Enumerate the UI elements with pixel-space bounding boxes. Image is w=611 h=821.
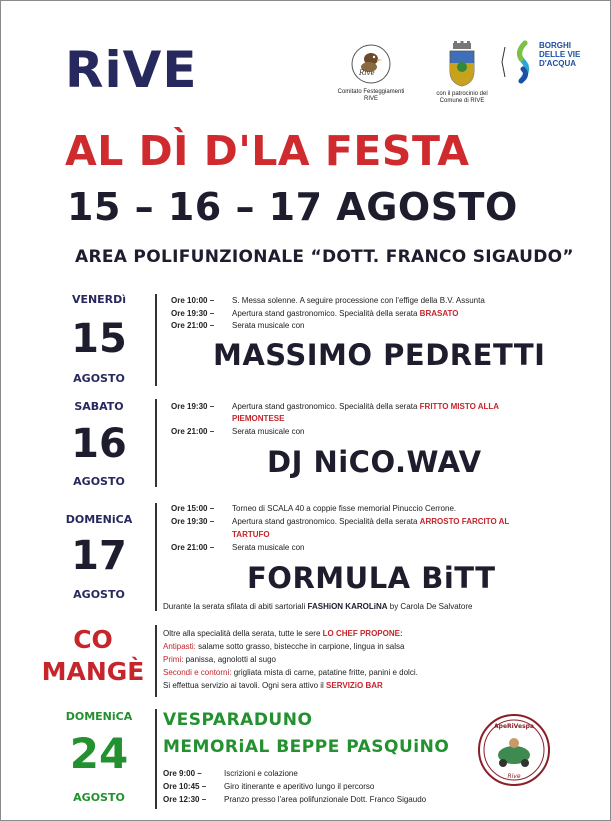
borghi-text-1: BORGHI bbox=[539, 41, 571, 50]
day1-line-2: Ore 19:30 – Apertura stand gastronomico. Specialità della serata BRASATO bbox=[171, 309, 459, 318]
comange-title-1: CO bbox=[73, 625, 113, 654]
day4-title-1: VESPARADUNO bbox=[163, 710, 313, 730]
day1-number: 15 bbox=[71, 316, 127, 362]
comange-secondi: Secondi e contorni: grigliata mista di carne, patatine fritte, panini e dolci. bbox=[163, 668, 418, 677]
day4-title-2: MEMORiAL BEPPE PASQUiNO bbox=[163, 737, 450, 757]
comange-intro: Oltre alla specialità della serata, tutte le sere LO CHEF PROPONE: bbox=[163, 629, 403, 638]
day4-divider bbox=[155, 709, 157, 809]
comitato-caption-2: RIVE bbox=[363, 96, 378, 102]
title-rive: RiVE bbox=[65, 41, 198, 99]
borghi-wave-icon bbox=[499, 39, 539, 85]
day2-number: 16 bbox=[71, 421, 127, 467]
comange-title-2: MANGÈ bbox=[41, 657, 145, 686]
day4-weekday: DOMENiCA bbox=[65, 710, 133, 723]
day1-weekday: VENERDì bbox=[71, 293, 127, 306]
day3-line-1: Ore 15:00 – Torneo di SCALA 40 a coppie fisse memorial Pinuccio Cerrone. bbox=[171, 504, 457, 513]
borghi-text-2: DELLE VIE bbox=[539, 50, 581, 59]
day3-artist: FORMULA BiTT bbox=[247, 561, 496, 595]
bird-emblem-icon bbox=[350, 43, 392, 85]
day4-line-2: Ore 10:45 – Giro itinerante e aperitivo lungo il percorso bbox=[163, 782, 375, 791]
day4-line-3: Ore 12:30 – Pranzo presso l'area polifunzionale Dott. Franco Sigaudo bbox=[163, 795, 427, 804]
day2-divider bbox=[155, 399, 157, 487]
comange-antipasti: Antipasti: salame sotto grasso, bistecche in carpione, lingua in salsa bbox=[163, 642, 405, 651]
comitato-badge-text: Rive bbox=[359, 69, 375, 77]
aperivespa-badge bbox=[477, 713, 551, 787]
badge-top-text: ApeRiVespa bbox=[494, 723, 534, 730]
badge-bottom-text: Rive bbox=[507, 773, 521, 780]
day2-month: AGOSTO bbox=[73, 475, 125, 488]
day2-line-1: Ore 19:30 – Apertura stand gastronomico. Specialità della serata FRITTO MISTO ALLA bbox=[171, 402, 500, 411]
day2-line-3: Ore 21:00 – Serata musicale con bbox=[171, 427, 305, 436]
day3-month: AGOSTO bbox=[73, 588, 125, 601]
day3-note: Durante la serata sfilata di abiti sartoriali FASHiON KAROLiNA by Carola De Salvatore bbox=[163, 602, 473, 611]
day1-line-1: Ore 10:00 – S. Messa solenne. A seguire processione con l'effige della B.V. Assunta bbox=[171, 296, 485, 305]
comune-caption-2: Comune di RIVE bbox=[439, 98, 485, 104]
day3-weekday: DOMENiCA bbox=[65, 513, 133, 526]
day3-line-4: Ore 21:00 – Serata musicale con bbox=[171, 543, 305, 552]
day1-artist: MASSIMO PEDRETTI bbox=[213, 338, 546, 372]
day4-month: AGOSTO bbox=[73, 791, 125, 804]
comange-primi: Primi: panissa, agnolotti al sugo bbox=[163, 655, 276, 664]
comange-divider bbox=[155, 625, 157, 697]
day3-number: 17 bbox=[71, 533, 127, 579]
day4-line-1: Ore 9:00 – Iscrizioni e colazione bbox=[163, 769, 298, 778]
title-area: AREA POLIFUNZIONALE “DOTT. FRANCO SIGAUDO” bbox=[75, 247, 574, 267]
day2-weekday: SABATO bbox=[74, 400, 124, 413]
crest-icon bbox=[447, 41, 477, 87]
day1-divider bbox=[155, 294, 157, 386]
day3-line-2: Ore 19:30 – Apertura stand gastronomico. Specialità della serata ARROSTO FARCITO AL bbox=[171, 517, 510, 526]
borghi-text-3: D'ACQUA bbox=[539, 59, 577, 68]
day1-month: AGOSTO bbox=[73, 372, 125, 385]
comitato-logo bbox=[329, 43, 413, 103]
comune-logo bbox=[427, 41, 497, 105]
day2-artist: DJ NiCO.WAV bbox=[267, 445, 482, 479]
comitato-caption-1: Comitato Festeggiamenti bbox=[337, 89, 405, 95]
title-festa: AL DÌ D'LA FESTA bbox=[65, 127, 470, 175]
title-dates: 15 – 16 – 17 AGOSTO bbox=[67, 185, 518, 229]
day3-divider bbox=[155, 503, 157, 611]
day1-line-3: Ore 21:00 – Serata musicale con bbox=[171, 321, 305, 330]
poster: RiVE AL DÌ D'LA FESTA 15 – 16 – 17 AGOSTO AREA POLIFUNZIONALE “DOTT. FRANCO SIGAUDO” Rive Comitato Festeggiamenti RIVE con il patrocinio del Comune di RIVE BORGHI DELLE VIE D'ACQUA VENERDì 15 AGOSTO Ore 10:00 – S. Messa solenne. A seguire processione con l'effige della B.V. Assunta Ore 19:30 – Apertura stand gastronomico. Specialità della serata BRASATO Ore 21:00 – Serata musicale con MASSIMO PEDRETTI SABATO 16 AGOSTO Ore 19:30 – Apertura stand gastronomico. Specialità della serata FRITTO MISTO ALLA PIEMONTESE Ore 21:00 – Serata musicale con DJ NiCO.WAV DOMENiCA 17 AGOSTO Ore 15:00 – Torneo di SCALA 40 a coppie fisse memorial Pinuccio Cerrone. Ore 19:30 – Apertura stand gastronomico. Specialità della serata ARROSTO FARCITO AL TARTUFO Ore 21:00 – Serata musicale con FORMULA BiTT Durante la serata sfilata di abiti sartoriali FASHiON KAROLiNA by Carola De Salvatore CO MANGÈ Oltre alla specialità della serata, tutte le sere LO CHEF PROPONE: Antipasti: salame sotto grasso, bistecche in carpione, lingua in salsa Primi: panissa, agnolotti al sugo Secondi e contorni: grigliata mista di carne, patatine fritte, panini e dolci. Si effettua servizio ai tavoli. Ogni sera attivo il SERVIZiO BAR DOMENiCA 24 AGOSTO VESPARADUNO MEMORiAL BEPPE PASQUiNO Ore 9:00 – Iscrizioni e colazione Ore 10:45 – Giro itinerante e aperitivo lungo il percorso Ore 12:30 – Pranzo presso l'area polifunzionale Dott. Franco Sigaudo ApeRiVespa Rive bbox=[0, 0, 611, 821]
day4-number: 24 bbox=[69, 729, 129, 778]
comune-caption-1: con il patrocinio del bbox=[436, 91, 488, 97]
comange-servizio: Si effettua servizio ai tavoli. Ogni sera attivo il SERVIZiO BAR bbox=[163, 681, 383, 690]
